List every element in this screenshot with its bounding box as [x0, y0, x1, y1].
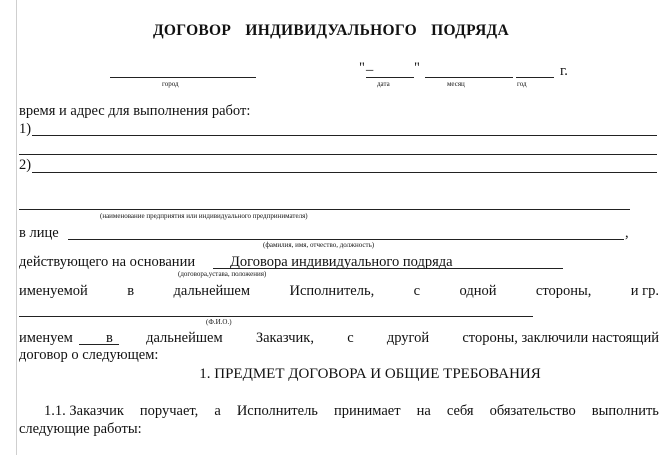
- contractor-word: именуемой: [19, 283, 88, 299]
- document-title: ДОГОВОР ИНДИВИДУАЛЬНОГО ПОДРЯДА: [152, 22, 510, 39]
- place-item-2: 2): [19, 157, 32, 173]
- city-caption: город: [162, 80, 179, 88]
- place-extra-line: [19, 154, 657, 155]
- contractor-word: дальнейшем: [173, 283, 251, 299]
- month-caption: месяц: [447, 80, 465, 88]
- open-quote: ": [359, 60, 365, 76]
- contractor-word: стороны,: [535, 283, 592, 299]
- place-item-2-line: [32, 172, 657, 173]
- basis-label: действующего на основании: [19, 254, 196, 270]
- contractor-word: с: [413, 283, 421, 299]
- year-line: [516, 77, 554, 78]
- fio-caption: (Ф.И.О.): [206, 318, 232, 326]
- customer-word: в: [106, 330, 113, 346]
- city-line: [110, 77, 256, 78]
- contractor-word: Исполнитель,: [289, 283, 375, 299]
- close-quote: ": [414, 60, 420, 76]
- clause-word: себя: [446, 403, 474, 419]
- day-caption: дата: [377, 80, 390, 88]
- clause-word: обязательство: [489, 403, 576, 419]
- clause-word: а: [214, 403, 221, 419]
- place-label: время и адрес для выполнения работ:: [19, 103, 251, 119]
- contractor-word: в: [127, 283, 135, 299]
- represented-label: в лице: [19, 225, 59, 241]
- customer-word: стороны, заключили настоящий: [462, 330, 659, 346]
- customer-name-line: [19, 316, 533, 317]
- represented-comma: ,: [625, 225, 629, 241]
- represented-line: [68, 239, 624, 240]
- contractor-word: одной: [459, 283, 497, 299]
- clause-word: Исполнитель: [236, 403, 318, 419]
- customer-gender-line: [79, 344, 119, 345]
- represented-caption: (фамилия, имя, отчество, должность): [263, 241, 375, 249]
- clause-word: на: [416, 403, 431, 419]
- basis-line: [213, 268, 563, 269]
- year-caption: год: [517, 80, 527, 88]
- clause-word: принимает: [333, 403, 401, 419]
- year-suffix: г.: [560, 63, 568, 79]
- customer-word: Заказчик,: [255, 330, 314, 346]
- basis-value: Договора индивидуального подряда: [230, 254, 453, 270]
- place-item-1-line: [32, 135, 657, 136]
- page-left-border: [16, 0, 17, 455]
- clause-word: выполнить: [591, 403, 659, 419]
- enterprise-line: [19, 209, 630, 210]
- basis-caption: (договора,устава, положения): [178, 270, 267, 278]
- customer-word: другой: [386, 330, 430, 346]
- day-line: [366, 77, 414, 78]
- contractor-word: и гр.: [630, 283, 659, 299]
- clause-word: поручает,: [139, 403, 199, 419]
- section-1-title: 1. ПРЕДМЕТ ДОГОВОРА И ОБЩИЕ ТРЕБОВАНИЯ: [199, 366, 541, 382]
- customer-word: дальнейшем: [146, 330, 223, 346]
- customer-word: с: [347, 330, 354, 346]
- clause-word: 1.1. Заказчик: [44, 403, 124, 419]
- contractor-row: [19, 283, 659, 300]
- place-item-1: 1): [19, 121, 32, 137]
- day-dash: –: [366, 62, 374, 78]
- month-line: [425, 77, 513, 78]
- enterprise-caption: (наименование предприятия или индивидуального предпринимателя): [100, 212, 308, 220]
- customer-cont: договор о следующем:: [19, 347, 159, 363]
- clause-1-1-row: [44, 403, 659, 420]
- clause-1-1-cont: следующие работы:: [19, 421, 142, 437]
- customer-word: именуем: [19, 330, 73, 346]
